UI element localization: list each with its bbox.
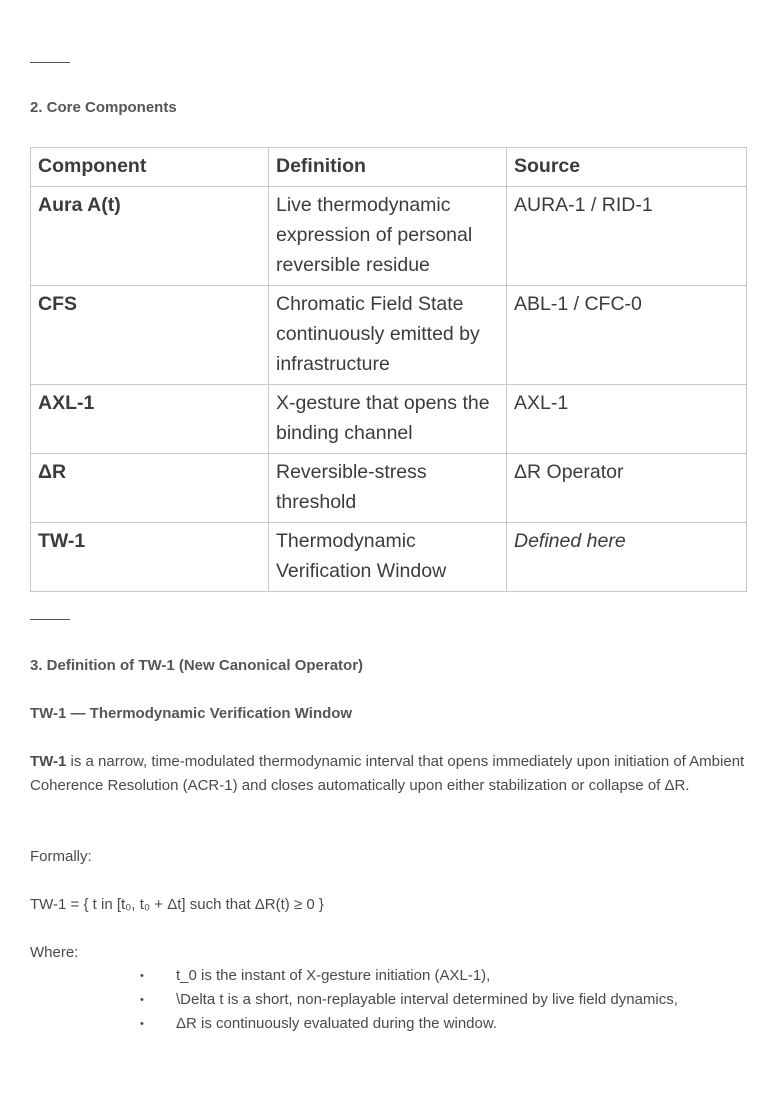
where-list [140, 964, 678, 1036]
table-row [31, 385, 747, 454]
cell-definition: Chromatic Field State continuously emitted by infrastructure [269, 286, 507, 385]
cell-definition: Live thermodynamic expression of personal reversible residue [269, 187, 507, 286]
section-heading-core-components: 2. Core Components [30, 99, 177, 116]
list-item [140, 988, 678, 1012]
table-row [31, 523, 747, 592]
core-components-table [30, 147, 747, 592]
cell-source: ABL-1 / CFC-0 [507, 286, 747, 385]
list-item-text: ΔR is continuously evaluated during the window. [176, 1015, 498, 1032]
column-header-component: Component [31, 148, 269, 187]
cell-definition: Reversible-stress threshold [269, 454, 507, 523]
cell-component: Aura A(t) [31, 187, 269, 286]
defined-term: TW-1 [30, 753, 67, 770]
table-row [31, 187, 747, 286]
subsection-heading-tw1: TW-1 — Thermodynamic Verification Window [30, 705, 353, 722]
cell-component: AXL-1 [31, 385, 269, 454]
column-header-definition: Definition [269, 148, 507, 187]
formally-label: Formally: [30, 848, 92, 865]
definition-text: is a narrow, time-modulated thermodynamic interval that opens immediately upon initiation of Ambient Coherence Resolution (ACR-1) and closes automatically upon either stabilization or collapse of ΔR. [30, 753, 745, 794]
cell-component: CFS [31, 286, 269, 385]
list-item [140, 1012, 678, 1036]
formula: TW-1 = { t in [t₀, t₀ + Δt] such that ΔR(t) ≥ 0 } [30, 896, 324, 913]
cell-component: TW-1 [31, 523, 269, 592]
list-item [140, 964, 678, 988]
cell-source: AURA-1 / RID-1 [507, 187, 747, 286]
table-row [31, 286, 747, 385]
where-label: Where: [30, 944, 79, 961]
definition-paragraph [30, 750, 746, 798]
column-header-source: Source [507, 148, 747, 187]
table-header-row [31, 148, 747, 187]
cell-component: ΔR [31, 454, 269, 523]
cell-source: ΔR Operator [507, 454, 747, 523]
cell-definition: X-gesture that opens the binding channel [269, 385, 507, 454]
cell-source: Defined here [507, 523, 747, 592]
table-row [31, 454, 747, 523]
bullet-icon: • [140, 970, 144, 982]
bullet-icon: • [140, 994, 144, 1006]
section-divider [30, 62, 70, 63]
section-heading-definition: 3. Definition of TW-1 (New Canonical Operator) [30, 657, 364, 674]
list-item-text: t_0 is the instant of X-gesture initiation (AXL-1), [176, 967, 491, 984]
cell-source: AXL-1 [507, 385, 747, 454]
cell-definition: Thermodynamic Verification Window [269, 523, 507, 592]
bullet-icon: • [140, 1018, 144, 1030]
section-divider [30, 619, 70, 620]
list-item-text: \Delta t is a short, non-replayable interval determined by live field dynamics, [176, 991, 678, 1008]
